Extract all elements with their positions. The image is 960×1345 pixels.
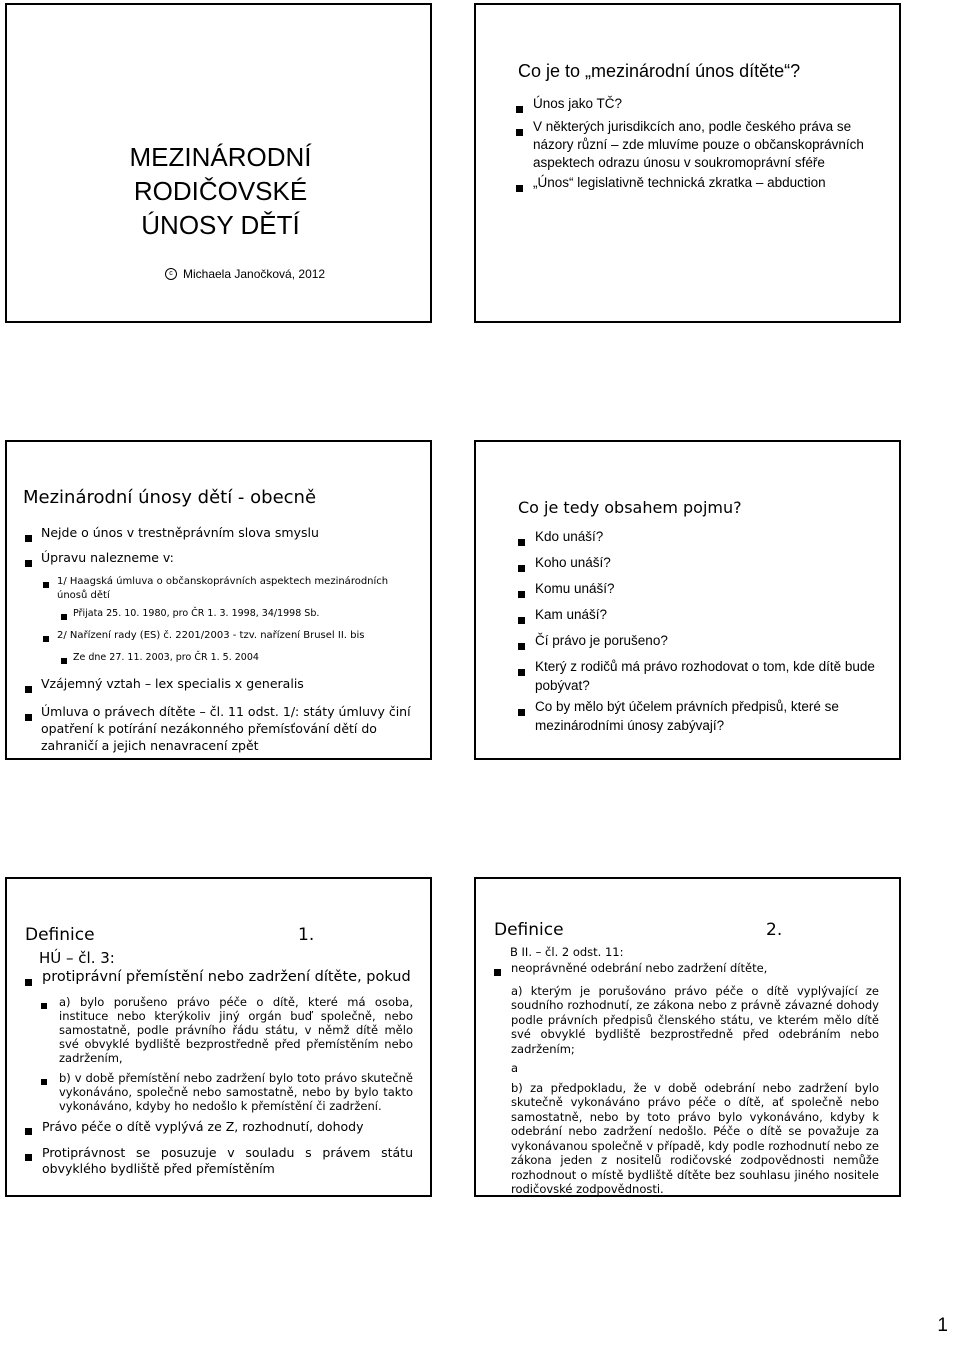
list-item: Přijata 25. 10. 1980, pro ČR 1. 3. 1998, 34/1998 Sb. <box>61 607 420 625</box>
list-item: Vzájemný vztah – lex specialis x generalis <box>25 675 420 697</box>
bullet-icon <box>518 709 525 716</box>
bullet-list <box>494 961 884 1197</box>
bullet-icon <box>25 560 32 567</box>
list-item: Úmluva o právech dítěte – čl. 11 odst. 1/: státy úmluvy činí opatření k potírání nezákonného přemísťování dětí do zahraničí a jejich nenavracení zpět <box>25 703 420 754</box>
list-item: Který z rodičů má právo rozhodovat o tom, kde dítě bude pobývat? <box>518 657 888 695</box>
legal-reference: B II. – čl. 2 odst. 11: <box>510 945 624 959</box>
bullet-icon <box>41 1003 47 1009</box>
slide-definition-intro <box>474 3 901 323</box>
bullet-icon <box>25 535 32 542</box>
definition-number: 1. <box>298 925 315 945</box>
list-item: „Únos“ legislativně technická zkratka – abduction <box>516 174 886 197</box>
list-item: Kam unáší? <box>518 605 888 629</box>
slide-footer <box>165 267 325 281</box>
paragraph-b: b) za předpokladu, že v době odebrání nebo zadržení bylo skutečně vykonáváno právo péče o dítě, ať společně nebo samostatně, nebo by toto právo bylo vykonáváno, kdyby k odebrání nebo zadržení nedošlo. Péče o dítě se považuje za vykonávanou společně v případě, kdy podle rozhodnutí nebo ze zákona jeden z nositelů rodičovské zodpovědnosti nemůže rozhodnout o místě bydliště dítěte bez souhlasu jiného nositele rodičovské zodpovědnosti. <box>511 1080 879 1196</box>
paragraph-a: a) kterým je porušováno právo péče o dítě vyplývající ze soudního rozhodnutí, ze zákona nebo z právně závazné dohody podle právních předpisů členského státu, ve kterém mělo dítě své obvyklé bydliště bezprostředně před odebráním nebo zadržením; <box>511 983 879 1056</box>
list-item: Právo péče o dítě vyplývá ze Z, rozhodnutí, dohody <box>25 1119 413 1139</box>
list-item: Ze dne 27. 11. 2003, pro ČR 1. 5. 2004 <box>61 651 420 669</box>
bullet-icon <box>61 614 67 620</box>
list-item: Co by mělo být účelem právních předpisů, které se mezinárodními únosy zabývají? <box>518 697 888 735</box>
bullet-list <box>516 95 886 197</box>
list-item: Nejde o únos v trestněprávním slova smyslu <box>25 524 420 546</box>
slide-heading: Co je to „mezinárodní únos dítěte“? <box>518 61 801 81</box>
slide-heading: Definice <box>494 920 564 940</box>
bullet-list <box>518 527 888 735</box>
bullet-icon <box>516 106 523 113</box>
page-number: 1 <box>937 1315 948 1336</box>
bullet-icon <box>43 582 49 588</box>
list-item: V některých jurisdikcích ano, podle českého práva se názory různí – zde mluvíme pouze o občanskoprávních aspektech odrazu únosu v soukromoprávní sféře <box>516 118 886 172</box>
list-item: Kdo unáší? <box>518 527 888 551</box>
slide-title-heading <box>7 140 432 242</box>
list-item: a) bylo porušeno právo péče o dítě, které má osoba, instituce nebo kterýkoliv jiný orgán buď společně, nebo samostatně, podle právního řádu státu, v němž dítě mělo své obvyklé bydliště bezprostředně před přemístěním nebo zadržením, <box>41 995 413 1065</box>
bullet-icon <box>25 686 32 693</box>
bullet-icon <box>25 1154 32 1161</box>
list-item: neoprávněné odebrání nebo zadržení dítěte, <box>494 961 884 980</box>
bullet-icon <box>518 669 525 676</box>
title-line-1: MEZINÁRODNÍ <box>129 142 312 172</box>
bullet-icon <box>25 714 32 721</box>
bullet-icon <box>518 617 525 624</box>
bullet-icon <box>25 1128 32 1135</box>
legal-reference: HÚ – čl. 3: <box>39 949 115 967</box>
list-item: Koho unáší? <box>518 553 888 577</box>
list-item: 1/ Haagská úmluva o občanskoprávních aspektech mezinárodních únosů dětí <box>43 575 420 603</box>
bullet-list <box>25 969 413 1177</box>
copyright-icon: c <box>165 268 177 280</box>
bullet-icon <box>516 129 523 136</box>
bullet-icon <box>518 539 525 546</box>
slide-general <box>5 440 432 760</box>
bullet-icon <box>25 979 32 986</box>
list-item: Čí právo je porušeno? <box>518 631 888 655</box>
bullet-icon <box>518 565 525 572</box>
list-item: Komu unáší? <box>518 579 888 603</box>
list-item: b) v době přemístění nebo zadržení bylo toto právo skutečně vykonáváno, společně nebo samostatně, nebo by bylo takto vykonáváno, kdyby ho nedošlo k přemístění či zadržení. <box>41 1071 413 1113</box>
definition-number: 2. <box>766 920 783 940</box>
list-item: protiprávní přemístění nebo zadržení dítěte, pokud <box>25 969 413 991</box>
list-item: 2/ Nařízení rady (ES) č. 2201/2003 - tzv. nařízení Brusel II. bis <box>43 629 420 647</box>
slide-heading: Definice <box>25 925 95 945</box>
slide-heading: Mezinárodní únosy dětí - obecně <box>23 487 317 508</box>
slide-definition-1 <box>5 877 432 1197</box>
slide-definition-2 <box>474 877 901 1197</box>
list-item: Úpravu nalezneme v: <box>25 549 420 571</box>
slide-title <box>5 3 432 323</box>
bullet-icon <box>43 636 49 642</box>
list-item: Únos jako TČ? <box>516 95 886 118</box>
bullet-icon <box>61 658 67 664</box>
bullet-list <box>25 524 420 754</box>
slide-questions <box>474 440 901 760</box>
title-line-3: ÚNOSY DĚTÍ <box>141 210 300 240</box>
title-line-2: RODIČOVSKÉ <box>133 176 308 206</box>
bullet-icon <box>518 643 525 650</box>
author-text: Michaela Janočková, 2012 <box>183 267 326 281</box>
bullet-icon <box>518 591 525 598</box>
bullet-icon <box>494 969 501 976</box>
bullet-icon <box>41 1079 47 1085</box>
slide-heading: Co je tedy obsahem pojmu? <box>518 498 742 517</box>
list-item: Protiprávnost se posuzuje v souladu s právem státu obvyklého bydliště před přemístěním <box>25 1145 413 1177</box>
bullet-icon <box>516 185 523 192</box>
conjunction-text: a <box>511 1061 519 1075</box>
